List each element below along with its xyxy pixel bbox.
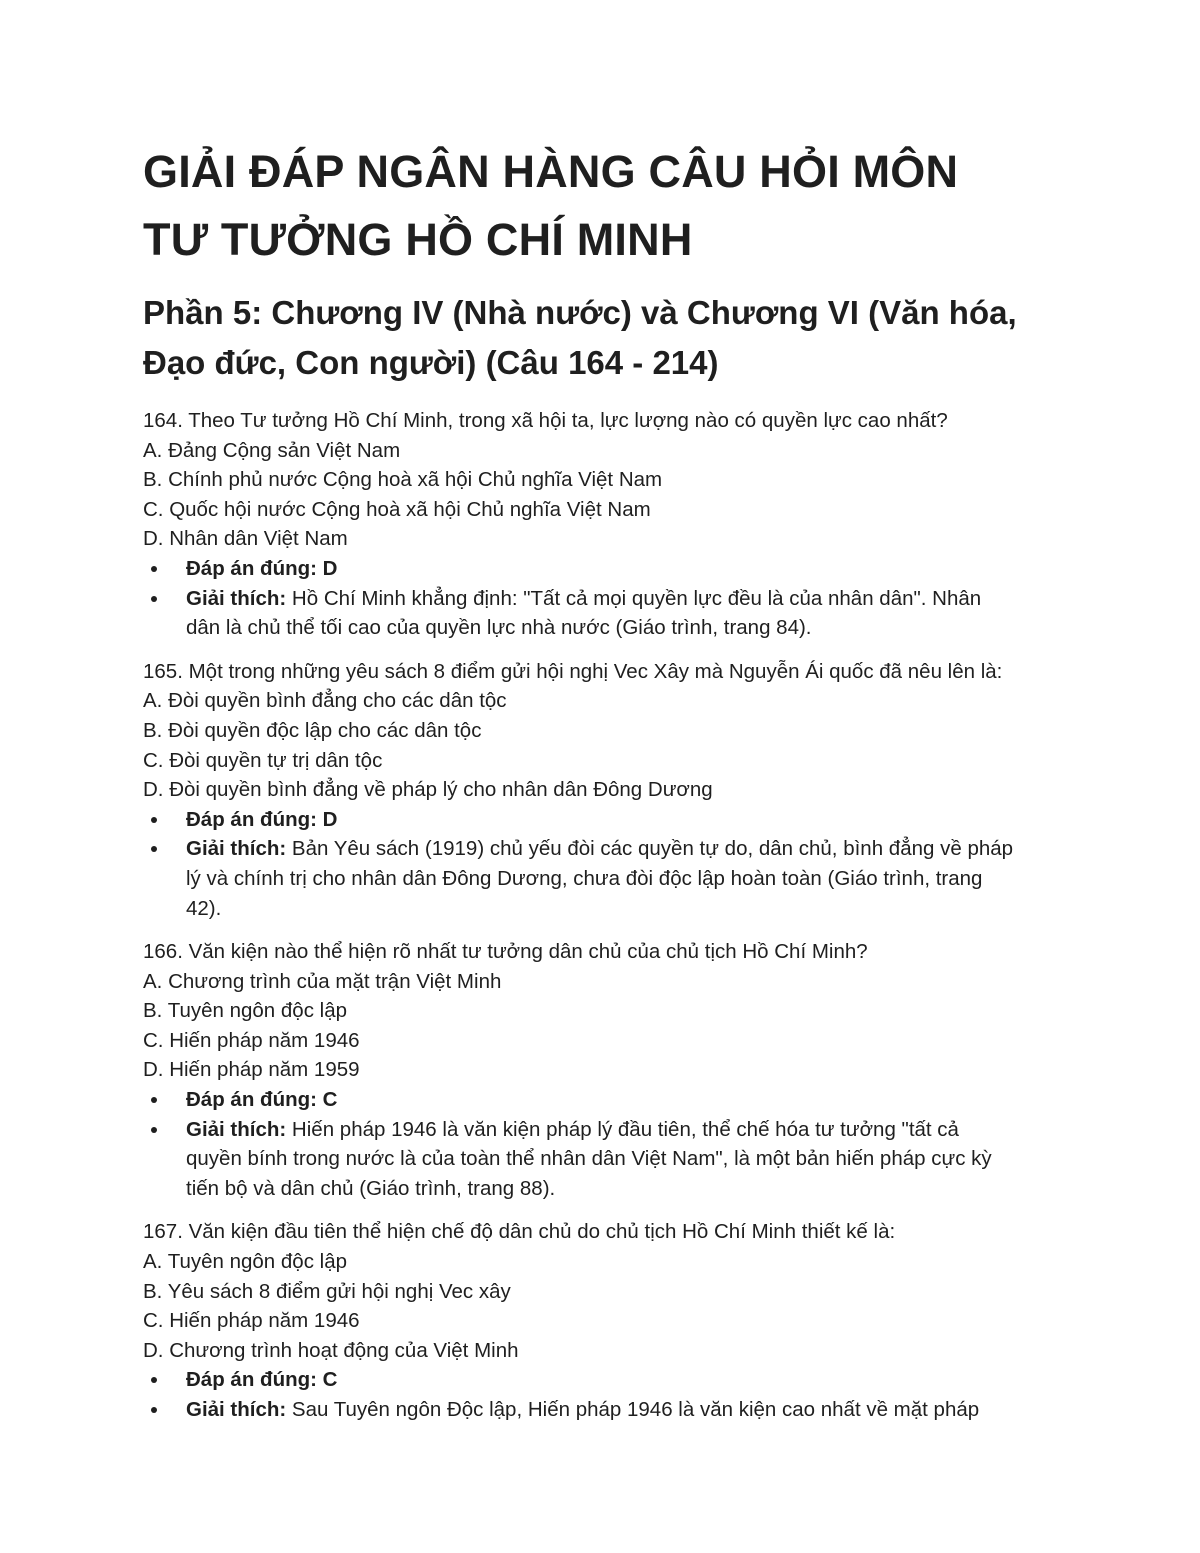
explanation xyxy=(143,834,1080,923)
option-a: A. Đòi quyền bình đẳng cho các dân tộc xyxy=(143,689,507,713)
section-heading xyxy=(143,288,1080,388)
option-c: C. Đòi quyền tự trị dân tộc xyxy=(143,748,383,772)
question-text xyxy=(143,406,1080,436)
subtitle-line-1: Phần 5: Chương IV (Nhà nước) và Chương VI (Văn hóa, xyxy=(143,294,1017,331)
explanation-line: dân là chủ thể tối cao của quyền lực nhà nước (Giáo trình, trang 84). xyxy=(186,616,812,640)
option-a: A. Đảng Cộng sản Việt Nam xyxy=(143,438,401,462)
bullet-icon xyxy=(151,596,157,602)
option-d: D. Hiến pháp năm 1959 xyxy=(143,1058,360,1082)
explanation-line: 42). xyxy=(186,896,222,920)
answer-notes xyxy=(143,805,1080,923)
bullet-icon xyxy=(151,1097,157,1103)
explanation-label: Giải thích: xyxy=(186,837,287,861)
option-b: B. Yêu sách 8 điểm gửi hội nghị Vec xây xyxy=(143,1279,511,1303)
correct-answer xyxy=(143,554,1080,584)
title-line-2: TƯ TƯỞNG HỒ CHÍ MINH xyxy=(143,214,693,265)
option-d: D. Đòi quyền bình đẳng về pháp lý cho nhân dân Đông Dương xyxy=(143,778,713,802)
question-number: 165. xyxy=(143,659,183,683)
answer-notes xyxy=(143,554,1080,643)
bullet-icon xyxy=(151,846,157,852)
option-d: D. Chương trình hoạt động của Việt Minh xyxy=(143,1338,519,1362)
document-title xyxy=(143,138,1080,274)
explanation-label: Giải thích: xyxy=(186,586,287,610)
question-body: Văn kiện nào thể hiện rõ nhất tư tưởng dân chủ của chủ tịch Hồ Chí Minh? xyxy=(182,940,868,964)
question-167 xyxy=(143,1217,1080,1424)
bullet-icon xyxy=(151,1407,157,1413)
bullet-icon xyxy=(151,566,157,572)
option-a: A. Tuyên ngôn độc lập xyxy=(143,1250,348,1274)
option-c: C. Quốc hội nước Cộng hoà xã hội Chủ nghĩa Việt Nam xyxy=(143,497,651,521)
explanation-line: quyền bính trong nước là của toàn thể nhân dân Việt Nam", là một bản hiến pháp cực kỳ xyxy=(186,1147,992,1171)
question-text xyxy=(143,1217,1080,1247)
title-line-1: GIẢI ĐÁP NGÂN HÀNG CÂU HỎI MÔN xyxy=(143,146,959,197)
explanation-line: Sau Tuyên ngôn Độc lập, Hiến pháp 1946 là văn kiện cao nhất về mặt pháp xyxy=(286,1398,980,1421)
option-d: D. Nhân dân Việt Nam xyxy=(143,527,348,551)
question-number: 167. xyxy=(143,1220,183,1244)
question-164 xyxy=(143,406,1080,643)
option-b: B. Chính phủ nước Cộng hoà xã hội Chủ nghĩa Việt Nam xyxy=(143,468,663,492)
explanation-line: Hiến pháp 1946 là văn kiện pháp lý đầu tiên, thể chế hóa tư tưởng "tất cả xyxy=(286,1117,959,1141)
bullet-icon xyxy=(151,1127,157,1133)
correct-answer xyxy=(143,1365,1080,1395)
bullet-icon xyxy=(151,817,157,823)
explanation xyxy=(143,584,1080,643)
correct-answer xyxy=(143,805,1080,835)
correct-answer-label: Đáp án đúng: D xyxy=(186,807,338,831)
explanation-line: lý và chính trị cho nhân dân Đông Dương, chưa đòi độc lập hoàn toàn (Giáo trình, trang xyxy=(186,866,983,890)
question-body: Văn kiện đầu tiên thể hiện chế độ dân chủ do chủ tịch Hồ Chí Minh thiết kế là: xyxy=(182,1220,896,1244)
subtitle-line-2: Đạo đức, Con người) (Câu 164 - 214) xyxy=(143,344,719,381)
question-number: 166. xyxy=(143,940,183,964)
correct-answer-label: Đáp án đúng: C xyxy=(186,1088,338,1112)
answer-notes xyxy=(143,1085,1080,1203)
question-165 xyxy=(143,657,1080,923)
option-b: B. Đòi quyền độc lập cho các dân tộc xyxy=(143,718,482,742)
explanation-line: tiến bộ và dân chủ (Giáo trình, trang 88). xyxy=(186,1176,556,1200)
question-body: Một trong những yêu sách 8 điểm gửi hội nghị Vec Xây mà Nguyễn Ái quốc đã nêu lên là: xyxy=(182,659,1003,683)
answer-notes xyxy=(143,1365,1080,1424)
option-b: B. Tuyên ngôn độc lập xyxy=(143,999,348,1023)
explanation-label: Giải thích: xyxy=(186,1117,287,1141)
question-body: Theo Tư tưởng Hồ Chí Minh, trong xã hội ta, lực lượng nào có quyền lực cao nhất? xyxy=(182,409,948,432)
question-text xyxy=(143,937,1080,967)
question-text xyxy=(143,657,1080,687)
correct-answer xyxy=(143,1085,1080,1115)
explanation xyxy=(143,1395,1080,1425)
option-a: A. Chương trình của mặt trận Việt Minh xyxy=(143,969,502,993)
explanation-label: Giải thích: xyxy=(186,1398,287,1421)
question-number: 164. xyxy=(143,409,183,432)
explanation-line: Bản Yêu sách (1919) chủ yếu đòi các quyền tự do, dân chủ, bình đẳng về pháp xyxy=(286,837,1014,861)
option-c: C. Hiến pháp năm 1946 xyxy=(143,1028,360,1052)
question-166 xyxy=(143,937,1080,1203)
correct-answer-label: Đáp án đúng: D xyxy=(186,556,338,580)
explanation-line: Hồ Chí Minh khẳng định: "Tất cả mọi quyền lực đều là của nhân dân". Nhân xyxy=(286,586,982,610)
explanation xyxy=(143,1115,1080,1204)
bullet-icon xyxy=(151,1377,157,1383)
option-c: C. Hiến pháp năm 1946 xyxy=(143,1309,360,1333)
correct-answer-label: Đáp án đúng: C xyxy=(186,1368,338,1392)
